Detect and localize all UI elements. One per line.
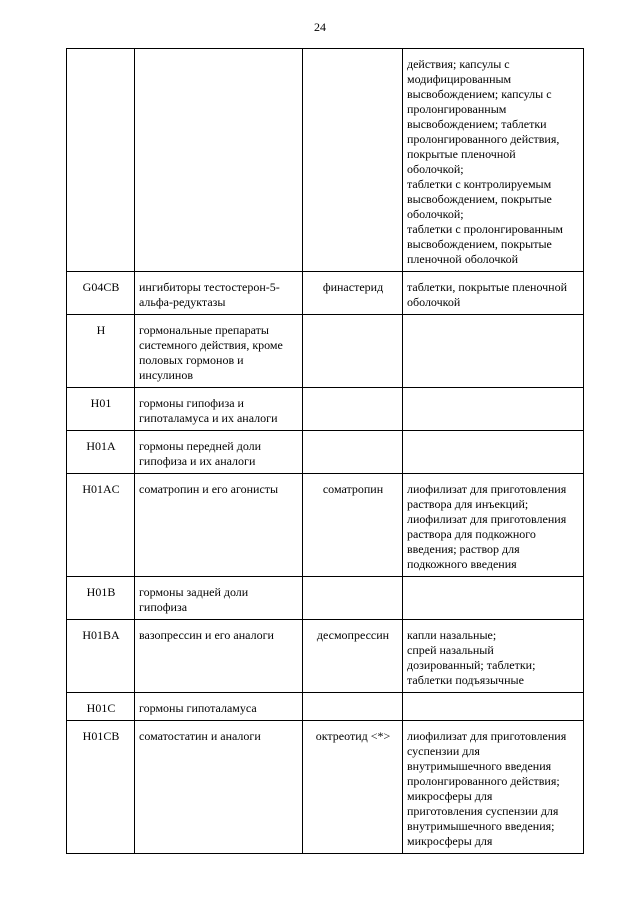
text-line: высвобождением; капсулы с — [407, 87, 552, 101]
anatomical-group-cell — [135, 272, 303, 315]
atc-code-cell: H01CB — [67, 721, 135, 854]
text-line: лиофилизат для приготовления — [407, 512, 567, 526]
text-line: соматостатин и аналоги — [139, 729, 261, 743]
text-line: инсулинов — [139, 368, 193, 382]
text-line: таблетки, покрытые пленочной — [407, 280, 568, 294]
atc-code-cell — [67, 49, 135, 272]
anatomical-group-cell — [135, 474, 303, 577]
anatomical-group-cell — [135, 49, 303, 272]
text-line: лиофилизат для приготовления — [407, 729, 567, 743]
text-line: введения; раствор для — [407, 542, 520, 556]
text-line: таблетки с пролонгированным — [407, 222, 564, 236]
atc-code-cell: H01 — [67, 388, 135, 431]
dosage-forms-cell — [403, 272, 584, 315]
text-line: действия; капсулы с — [407, 57, 510, 71]
atc-code-cell: H01B — [67, 577, 135, 620]
anatomical-group-cell — [135, 693, 303, 721]
anatomical-group-cell — [135, 388, 303, 431]
drug-name-cell — [303, 577, 403, 620]
drug-name-cell — [303, 49, 403, 272]
text-line: оболочкой; — [407, 207, 464, 221]
text-line: раствора для подкожного — [407, 527, 536, 541]
anatomical-group-cell — [135, 577, 303, 620]
text-line: микросферы для — [407, 789, 493, 803]
table-row — [67, 49, 584, 272]
text-line: таблетки с контролируемым — [407, 177, 552, 191]
dosage-forms-cell — [403, 721, 584, 854]
table-row — [67, 474, 584, 577]
drug-name-cell — [303, 388, 403, 431]
dosage-forms-cell — [403, 388, 584, 431]
dosage-forms-cell — [403, 474, 584, 577]
text-line: покрытые пленочной — [407, 147, 516, 161]
atc-code-cell: H01C — [67, 693, 135, 721]
dosage-forms-cell — [403, 577, 584, 620]
text-line: суспензии для — [407, 744, 480, 758]
dosage-forms-cell — [403, 431, 584, 474]
drug-name-cell: финастерид — [303, 272, 403, 315]
text-line: высвобождением, покрытые — [407, 192, 552, 206]
text-line: пролонгированным — [407, 102, 507, 116]
text-line: оболочкой; — [407, 162, 464, 176]
anatomical-group-cell — [135, 431, 303, 474]
text-line: гормоны гипофиза и — [139, 396, 244, 410]
text-line: вазопрессин и его аналоги — [139, 628, 274, 642]
drug-name-cell — [303, 315, 403, 388]
drug-name-cell — [303, 693, 403, 721]
atc-code-cell: H — [67, 315, 135, 388]
text-line: гипофиза — [139, 600, 188, 614]
dosage-forms-cell — [403, 693, 584, 721]
text-line: гипофиза и их аналоги — [139, 454, 256, 468]
drug-name-cell: соматропин — [303, 474, 403, 577]
anatomical-group-cell — [135, 620, 303, 693]
text-line: гормоны гипоталамуса — [139, 701, 257, 715]
text-line: пролонгированного действия; — [407, 774, 560, 788]
text-line: гормоны задней доли — [139, 585, 249, 599]
text-line: гормоны передней доли — [139, 439, 262, 453]
atc-code-cell: H01BA — [67, 620, 135, 693]
dosage-forms-cell — [403, 620, 584, 693]
table-row — [67, 315, 584, 388]
text-line: подкожного введения — [407, 557, 517, 571]
table-row — [67, 272, 584, 315]
table-row — [67, 388, 584, 431]
table-row — [67, 620, 584, 693]
anatomical-group-cell — [135, 315, 303, 388]
dosage-forms-cell — [403, 49, 584, 272]
atc-drug-table — [66, 48, 584, 854]
text-line: приготовления суспензии для — [407, 804, 559, 818]
text-line: гипоталамуса и их аналоги — [139, 411, 278, 425]
drug-name-cell: октреотид <*> — [303, 721, 403, 854]
text-line: модифицированным — [407, 72, 512, 86]
atc-code-cell: H01A — [67, 431, 135, 474]
text-line: высвобождением; таблетки — [407, 117, 547, 131]
anatomical-group-cell — [135, 721, 303, 854]
text-line: пленочной оболочкой — [407, 252, 519, 266]
text-line: капли назальные; — [407, 628, 497, 642]
drug-name-cell: десмопрессин — [303, 620, 403, 693]
text-line: соматропин и его агонисты — [139, 482, 279, 496]
table-body — [67, 49, 584, 854]
text-line: половых гормонов и — [139, 353, 244, 367]
text-line: гормональные препараты — [139, 323, 269, 337]
atc-code-cell: G04CB — [67, 272, 135, 315]
text-line: высвобождением, покрытые — [407, 237, 552, 251]
drug-name-cell — [303, 431, 403, 474]
text-line: внутримышечного введения — [407, 759, 552, 773]
text-line: спрей назальный — [407, 643, 494, 657]
dosage-forms-cell — [403, 315, 584, 388]
page-number: 24 — [314, 20, 326, 34]
text-line: ингибиторы тестостерон-5- — [139, 280, 280, 294]
text-line: лиофилизат для приготовления — [407, 482, 567, 496]
text-line: пролонгированного действия, — [407, 132, 560, 146]
text-line: дозированный; таблетки; — [407, 658, 536, 672]
text-line: таблетки подъязычные — [407, 673, 524, 687]
table-row — [67, 721, 584, 854]
text-line: внутримышечного введения; — [407, 819, 555, 833]
table-row — [67, 431, 584, 474]
table-row — [67, 693, 584, 721]
atc-code-cell: H01AC — [67, 474, 135, 577]
text-line: раствора для инъекций; — [407, 497, 529, 511]
text-line: микросферы для — [407, 834, 493, 848]
text-line: альфа-редуктазы — [139, 295, 226, 309]
text-line: оболочкой — [407, 295, 461, 309]
table-row — [67, 577, 584, 620]
text-line: системного действия, кроме — [139, 338, 283, 352]
